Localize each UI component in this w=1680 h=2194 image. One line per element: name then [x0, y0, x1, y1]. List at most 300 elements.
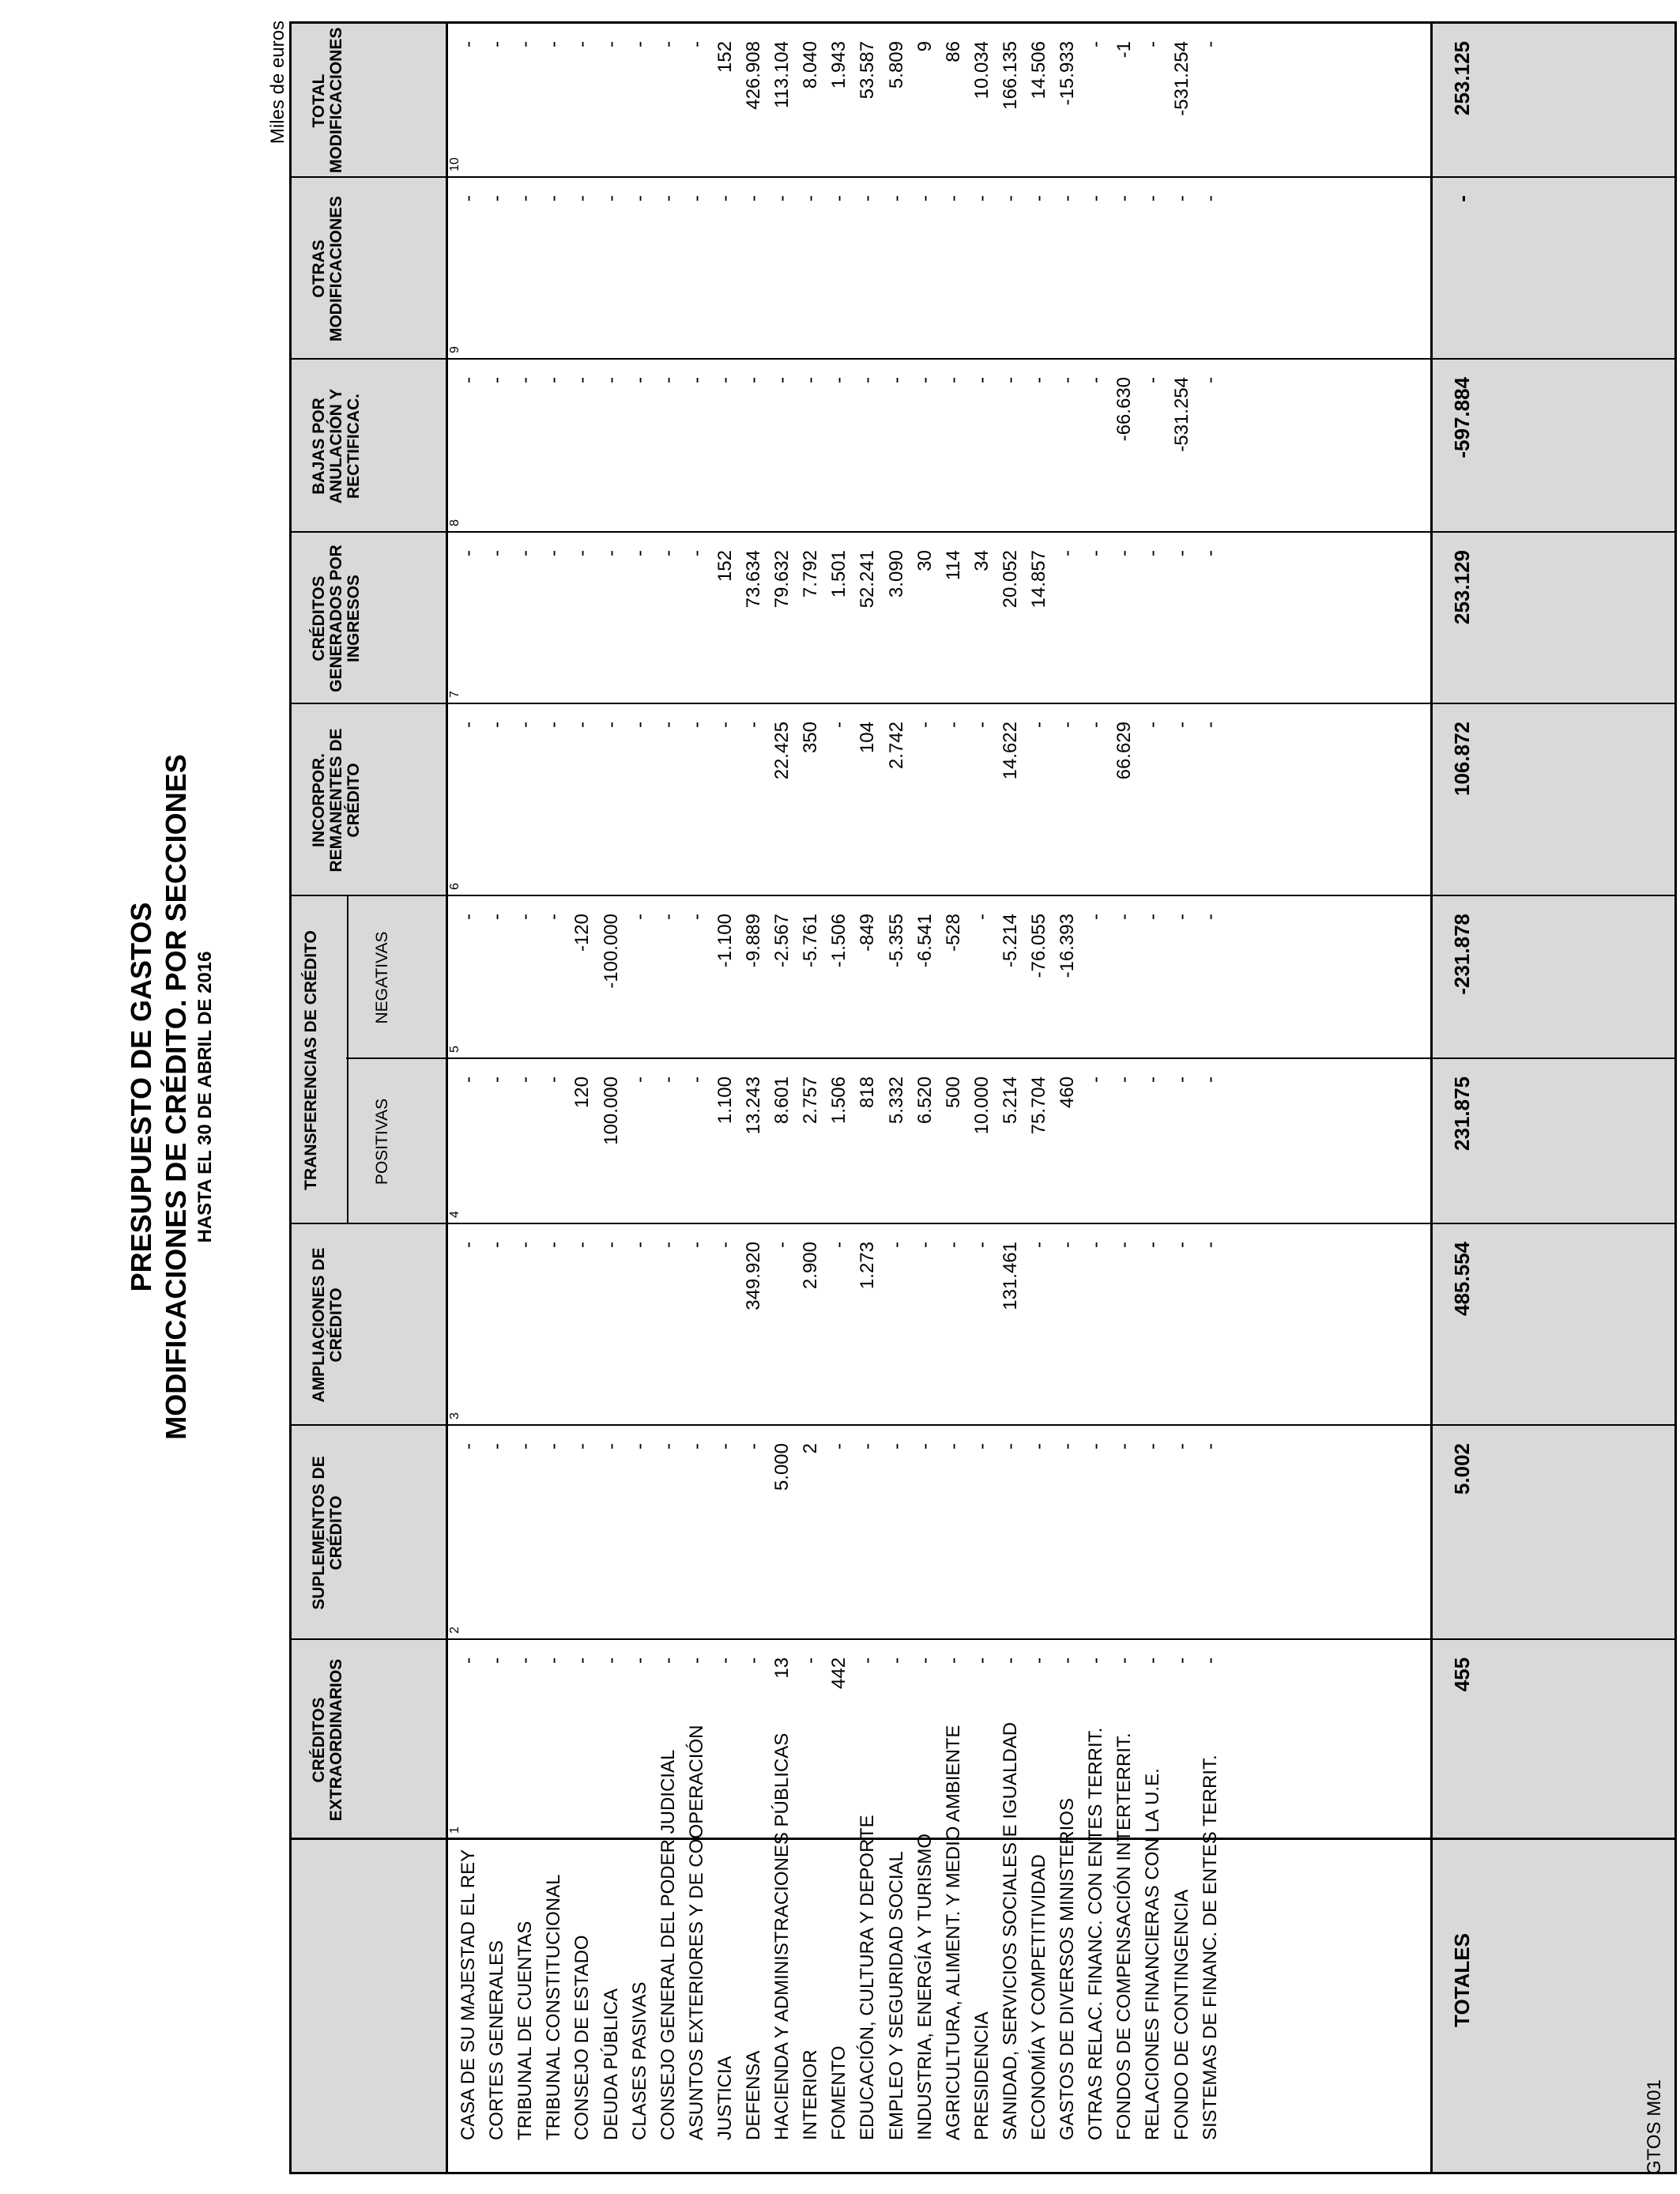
cell-value: -: [657, 1242, 679, 1248]
cell-value: -: [1200, 1076, 1221, 1083]
cell-value: -: [714, 377, 736, 383]
cell-value: -: [629, 1657, 650, 1664]
cell-value: -1.100: [714, 914, 736, 968]
cell-value: -: [1142, 914, 1163, 920]
column-header-4: POSITIVAS: [373, 1098, 391, 1186]
page-title: PRESUPUESTO DE GASTOS: [125, 902, 157, 1292]
cell-value: -: [458, 1242, 479, 1248]
cell-value: -: [543, 1242, 564, 1248]
cell-value: -: [800, 377, 821, 383]
cell-value: -: [914, 377, 936, 383]
total-value: 231.875: [1450, 1076, 1474, 1151]
cell-value: -: [1200, 550, 1221, 556]
cell-value: -: [857, 1443, 878, 1449]
cell-value: 8.601: [771, 1076, 793, 1125]
cell-value: -: [1057, 1242, 1078, 1248]
cell-value: -: [1113, 1076, 1135, 1083]
total-value: 485.554: [1450, 1242, 1474, 1316]
cell-value: -: [714, 1443, 736, 1449]
section-name: SISTEMAS DE FINANC. DE ENTES TERRIT.: [1200, 1755, 1221, 2140]
cell-value: -: [828, 1443, 849, 1449]
cell-value: -: [1200, 1443, 1221, 1449]
table-row: [540, 1789, 568, 2172]
cell-value: -: [1142, 1242, 1163, 1248]
cell-value: 86: [943, 41, 964, 62]
cell-value: -100.000: [601, 914, 622, 989]
column-number-8: 8: [448, 519, 461, 526]
cell-value: 75.704: [1028, 1076, 1049, 1135]
cell-value: -5.355: [886, 914, 907, 968]
cell-value: -: [629, 41, 650, 47]
table-row: [483, 1789, 511, 2172]
cell-value: -: [686, 1076, 707, 1083]
cell-value: -: [657, 1443, 679, 1449]
cell-value: 442: [828, 1657, 849, 1690]
cell-value: -: [1113, 1242, 1135, 1248]
column-number-7: 7: [448, 691, 461, 698]
cell-value: -: [914, 1657, 936, 1664]
cell-value: -: [601, 377, 622, 383]
cell-value: -66.630: [1113, 377, 1135, 442]
cell-value: -: [971, 195, 993, 202]
cell-value: -: [857, 377, 878, 383]
cell-value: 10.000: [971, 1076, 993, 1135]
cell-value: -: [1028, 722, 1049, 728]
cell-value: -2.567: [771, 914, 793, 968]
total-value: 455: [1450, 1657, 1474, 1692]
cell-value: -: [1171, 1657, 1192, 1664]
cell-value: -: [629, 1443, 650, 1449]
totals-top-rule: [1430, 24, 1433, 2172]
cell-value: -: [657, 1076, 679, 1083]
table-row: [1196, 1755, 1225, 2172]
cell-value: 426.908: [743, 41, 764, 110]
cell-value: -: [543, 377, 564, 383]
cell-value: -531.254: [1171, 377, 1192, 452]
cell-value: -: [686, 41, 707, 47]
cell-value: -: [914, 1242, 936, 1248]
cell-value: 30: [914, 550, 936, 571]
cell-value: -: [601, 1657, 622, 1664]
column-header-8: BAJAS POR ANULACIÓN Y RECTIFICAC.: [310, 388, 363, 504]
cell-value: -: [486, 1076, 507, 1083]
table-row: [1082, 1727, 1110, 2172]
cell-value: -: [601, 41, 622, 47]
cell-value: -: [543, 914, 564, 920]
cell-value: 2: [800, 1443, 821, 1454]
table-row: [825, 1789, 853, 2172]
cell-value: -: [1200, 377, 1221, 383]
cell-value: -: [943, 377, 964, 383]
cell-value: -: [1028, 1443, 1049, 1449]
table-row: [568, 1789, 597, 2172]
cell-value: -: [486, 1657, 507, 1664]
cell-value: -: [458, 195, 479, 202]
cell-value: -76.055: [1028, 914, 1049, 978]
cell-value: -: [657, 722, 679, 728]
cell-value: -: [629, 722, 650, 728]
cell-value: -849: [857, 914, 878, 952]
cell-value: -9.889: [743, 914, 764, 968]
cell-value: -: [686, 914, 707, 920]
cell-value: -: [828, 1242, 849, 1248]
table-row: [853, 1789, 882, 2172]
cell-value: 350: [800, 722, 821, 754]
section-name: INDUSTRIA, ENERGÍA Y TURISMO: [914, 1833, 936, 2140]
cell-value: -: [486, 1242, 507, 1248]
cell-value: -: [657, 41, 679, 47]
cell-value: -: [1057, 1657, 1078, 1664]
cell-value: -1.506: [828, 914, 849, 968]
cell-value: -: [514, 1443, 536, 1449]
cell-value: -: [629, 195, 650, 202]
cell-value: -: [686, 1443, 707, 1449]
column-number-4: 4: [448, 1211, 461, 1218]
cell-value: -: [1085, 550, 1106, 556]
cell-value: -: [1028, 377, 1049, 383]
cell-value: -: [1171, 195, 1192, 202]
cell-value: -: [943, 1443, 964, 1449]
cell-value: 52.241: [857, 550, 878, 609]
cell-value: -: [1200, 1657, 1221, 1664]
cell-value: -: [571, 722, 593, 728]
cell-value: 20.052: [1000, 550, 1021, 609]
cell-value: -: [1142, 1076, 1163, 1083]
total-value: 253.129: [1450, 550, 1474, 624]
table-row: [683, 1725, 711, 2172]
cell-value: -: [543, 1076, 564, 1083]
cell-value: -: [601, 195, 622, 202]
cell-value: -: [886, 1443, 907, 1449]
cell-value: -: [571, 1443, 593, 1449]
cell-value: -: [1171, 1076, 1192, 1083]
date-line: HASTA EL 30 DE ABRIL DE 2016: [194, 951, 216, 1243]
cell-value: -: [486, 41, 507, 47]
table-row: [1139, 1768, 1167, 2172]
section-name: ASUNTOS EXTERIORES Y DE COOPERACIÓN: [686, 1725, 707, 2140]
cell-value: -: [1057, 722, 1078, 728]
section-name: GASTOS DE DIVERSOS MINISTERIOS: [1057, 1798, 1078, 2140]
cell-value: 14.622: [1000, 722, 1021, 780]
modifications-table: [289, 21, 1677, 2174]
cell-value: 7.792: [800, 550, 821, 598]
cell-value: -: [686, 722, 707, 728]
section-name: EMPLEO Y SEGURIDAD SOCIAL: [886, 1851, 907, 2140]
cell-value: 113.104: [771, 41, 793, 108]
table-row: [1168, 1789, 1196, 2172]
cell-value: -: [943, 722, 964, 728]
table-row: [911, 1789, 940, 2172]
cell-value: -: [1057, 195, 1078, 202]
cell-value: 500: [943, 1076, 964, 1109]
cell-value: -: [571, 550, 593, 556]
cell-value: -: [571, 1657, 593, 1664]
cell-value: -: [1142, 377, 1163, 383]
table-row: [626, 1789, 654, 2172]
column-header-1: CRÉDITOS EXTRAORDINARIOS: [310, 1658, 345, 1822]
cell-value: -: [514, 550, 536, 556]
cell-value: -: [1200, 914, 1221, 920]
footer-code: GTOS M01: [1644, 2079, 1665, 2175]
cell-value: -: [1000, 1443, 1021, 1449]
cell-value: -: [1142, 550, 1163, 556]
table-row: [996, 1721, 1025, 2172]
cell-value: -: [1000, 1657, 1021, 1664]
cell-value: -: [886, 1242, 907, 1248]
cell-value: -: [771, 195, 793, 202]
cell-value: -: [657, 914, 679, 920]
column-header-3: AMPLIACIONES DE CRÉDITO: [310, 1247, 345, 1403]
cell-value: -528: [943, 914, 964, 952]
cell-value: -: [714, 1242, 736, 1248]
cell-value: -: [686, 195, 707, 202]
table-row: [797, 1789, 825, 2172]
cell-value: -: [657, 377, 679, 383]
cell-value: -: [1085, 1657, 1106, 1664]
cell-value: -: [771, 377, 793, 383]
cell-value: -: [971, 1242, 993, 1248]
cell-value: -: [514, 1657, 536, 1664]
cell-value: -6.541: [914, 914, 936, 968]
cell-value: -: [1142, 1443, 1163, 1449]
cell-value: -: [458, 377, 479, 383]
cell-value: -5.761: [800, 914, 821, 968]
cell-value: -: [1000, 377, 1021, 383]
cell-value: 13: [771, 1657, 793, 1679]
cell-value: 10.034: [971, 41, 993, 100]
cell-value: -: [1085, 1076, 1106, 1083]
table-row: [1025, 1789, 1053, 2172]
cell-value: -: [943, 1657, 964, 1664]
cell-value: -: [543, 550, 564, 556]
column-number-5: 5: [448, 1046, 461, 1053]
cell-value: -: [828, 377, 849, 383]
cell-value: -: [629, 1242, 650, 1248]
cell-value: -: [743, 1443, 764, 1449]
total-value: -: [1450, 195, 1474, 202]
cell-value: 73.634: [743, 550, 764, 609]
table-row: [711, 1789, 740, 2172]
cell-value: -: [543, 722, 564, 728]
cell-value: -: [1113, 550, 1135, 556]
cell-value: -: [1028, 195, 1049, 202]
cell-value: -: [771, 1242, 793, 1248]
section-name: OTRAS RELAC. FINANC. CON ENTES TERRIT.: [1085, 1727, 1106, 2140]
cell-value: -: [1057, 377, 1078, 383]
cell-value: -15.933: [1057, 41, 1078, 106]
cell-value: -: [629, 1076, 650, 1083]
cell-value: -: [1142, 1657, 1163, 1664]
cell-value: 34: [971, 550, 993, 571]
cell-value: -: [1171, 1443, 1192, 1449]
cell-value: -: [1000, 195, 1021, 202]
cell-value: -: [458, 1443, 479, 1449]
cell-value: -: [629, 377, 650, 383]
cell-value: -: [800, 1657, 821, 1664]
cell-value: -: [914, 195, 936, 202]
cell-value: -: [514, 1242, 536, 1248]
cell-value: -: [1171, 1242, 1192, 1248]
cell-value: 460: [1057, 1076, 1078, 1109]
cell-value: -: [971, 914, 993, 920]
cell-value: -: [1142, 195, 1163, 202]
cell-value: -: [601, 1443, 622, 1449]
cell-value: -: [458, 1657, 479, 1664]
total-value: -597.884: [1450, 377, 1474, 458]
column-header-9: OTRAS MODIFICACIONES: [310, 195, 345, 342]
cell-value: -: [571, 1242, 593, 1248]
cell-value: 131.461: [1000, 1242, 1021, 1310]
section-name: HACIENDA Y ADMINISTRACIONES PÚBLICAS: [771, 1732, 793, 2140]
cell-value: -: [514, 1076, 536, 1083]
cell-value: -: [686, 377, 707, 383]
column-number-9: 9: [448, 346, 461, 353]
cell-value: -: [971, 1657, 993, 1664]
cell-value: -: [486, 550, 507, 556]
cell-value: -: [971, 377, 993, 383]
cell-value: 22.425: [771, 722, 793, 780]
cell-value: -: [1085, 1242, 1106, 1248]
cell-value: -: [571, 41, 593, 47]
cell-value: -: [543, 195, 564, 202]
cell-value: -: [1171, 722, 1192, 728]
cell-value: -: [601, 550, 622, 556]
cell-value: 152: [714, 41, 736, 74]
cell-value: -: [743, 195, 764, 202]
table-row: [883, 1789, 911, 2172]
cell-value: -: [828, 195, 849, 202]
cell-value: -: [886, 195, 907, 202]
table-row: [654, 1749, 683, 2172]
cell-value: -: [486, 195, 507, 202]
totals-label: TOTALES: [1450, 1933, 1474, 2027]
table-row: [768, 1732, 797, 2172]
section-name: RELACIONES FINANCIERAS CON LA U.E.: [1142, 1768, 1163, 2140]
cell-value: 1.943: [828, 41, 849, 89]
cell-value: -: [886, 377, 907, 383]
section-name: CONSEJO DE ESTADO: [571, 1935, 593, 2140]
cell-value: -: [486, 1443, 507, 1449]
column-number-6: 6: [448, 883, 461, 890]
cell-value: -: [743, 1657, 764, 1664]
cell-value: 2.900: [800, 1242, 821, 1290]
cell-value: 6.520: [914, 1076, 936, 1125]
cell-value: 166.135: [1000, 41, 1021, 110]
cell-value: -: [943, 1242, 964, 1248]
cell-value: -: [1113, 914, 1135, 920]
cell-value: -: [458, 550, 479, 556]
cell-value: -: [629, 550, 650, 556]
cell-value: 14.506: [1028, 41, 1049, 100]
section-name: FONDOS DE COMPENSACIÓN INTERTERRIT.: [1113, 1732, 1135, 2140]
cell-value: -: [458, 1076, 479, 1083]
cell-value: -: [458, 722, 479, 728]
cell-value: -: [657, 550, 679, 556]
cell-value: -: [1200, 722, 1221, 728]
section-name: FOMENTO: [828, 2045, 849, 2140]
transfer-group-header: TRANSFERENCIAS DE CRÉDITO: [302, 930, 320, 1190]
cell-value: -: [714, 722, 736, 728]
cell-value: -: [971, 722, 993, 728]
cell-value: -: [1028, 1242, 1049, 1248]
table-row: [740, 1789, 768, 2172]
cell-value: -: [686, 1242, 707, 1248]
cell-value: -: [629, 914, 650, 920]
cell-value: -: [857, 1657, 878, 1664]
cell-value: -: [714, 1657, 736, 1664]
page-subtitle: MODIFICACIONES DE CRÉDITO. POR SECCIONES: [160, 754, 192, 1440]
cell-value: -: [1085, 377, 1106, 383]
cell-value: -: [886, 1657, 907, 1664]
units-label: Miles de euros: [267, 21, 288, 145]
table-row: [968, 1789, 996, 2172]
section-name: EDUCACIÓN, CULTURA Y DEPORTE: [857, 1815, 878, 2140]
cell-value: -: [571, 377, 593, 383]
cell-value: -: [486, 722, 507, 728]
cell-value: 104: [857, 722, 878, 754]
cell-value: -: [914, 722, 936, 728]
cell-value: -: [1200, 41, 1221, 47]
cell-value: -: [1057, 1443, 1078, 1449]
section-name: DEFENSA: [743, 2050, 764, 2140]
column-header-2: SUPLEMENTOS DE CRÉDITO: [310, 1456, 345, 1610]
cell-value: 1.100: [714, 1076, 736, 1125]
cell-value: -: [800, 195, 821, 202]
cell-value: -: [1171, 550, 1192, 556]
cell-value: -: [686, 1657, 707, 1664]
section-name: CASA DE SU MAJESTAD EL REY: [458, 1849, 479, 2140]
table-row: [1053, 1789, 1082, 2172]
cell-value: -: [1085, 914, 1106, 920]
cell-value: 5.809: [886, 41, 907, 89]
cell-value: -16.393: [1057, 914, 1078, 978]
cell-value: -: [1085, 41, 1106, 47]
cell-value: -: [458, 41, 479, 47]
cell-value: -: [1085, 1443, 1106, 1449]
column-number-2: 2: [448, 1627, 461, 1634]
cell-value: 5.000: [771, 1443, 793, 1491]
column-number-10: 10: [448, 157, 461, 172]
cell-value: -: [458, 914, 479, 920]
section-name: FONDO DE CONTINGENCIA: [1171, 1889, 1192, 2140]
section-name: AGRICULTURA, ALIMENT. Y MEDIO AMBIENTE: [943, 1725, 964, 2140]
cell-value: 2.757: [800, 1076, 821, 1125]
section-name: INTERIOR: [800, 2049, 821, 2140]
cell-value: 1.273: [857, 1242, 878, 1290]
cell-value: 53.587: [857, 41, 878, 100]
cell-value: -: [743, 377, 764, 383]
cell-value: -: [514, 41, 536, 47]
cell-value: -: [686, 550, 707, 556]
column-header-5: NEGATIVAS: [373, 931, 391, 1024]
column-header-6: INCORPOR. REMANENTES DE CRÉDITO: [310, 728, 363, 873]
column-number-1: 1: [448, 1826, 461, 1834]
cell-value: 1.501: [828, 550, 849, 598]
cell-value: -: [1085, 722, 1106, 728]
table-row: [940, 1725, 968, 2172]
column-header-7: CRÉDITOS GENERADOS POR INGRESOS: [310, 545, 363, 692]
cell-value: -5.214: [1000, 914, 1021, 968]
cell-value: -: [571, 195, 593, 202]
total-value: 106.872: [1450, 722, 1474, 796]
cell-value: -: [1200, 195, 1221, 202]
cell-value: 5.332: [886, 1076, 907, 1125]
cell-value: 3.090: [886, 550, 907, 598]
cell-value: -: [714, 195, 736, 202]
cell-value: -: [514, 722, 536, 728]
section-name: TRIBUNAL DE CUENTAS: [514, 1921, 536, 2140]
cell-value: -: [514, 377, 536, 383]
